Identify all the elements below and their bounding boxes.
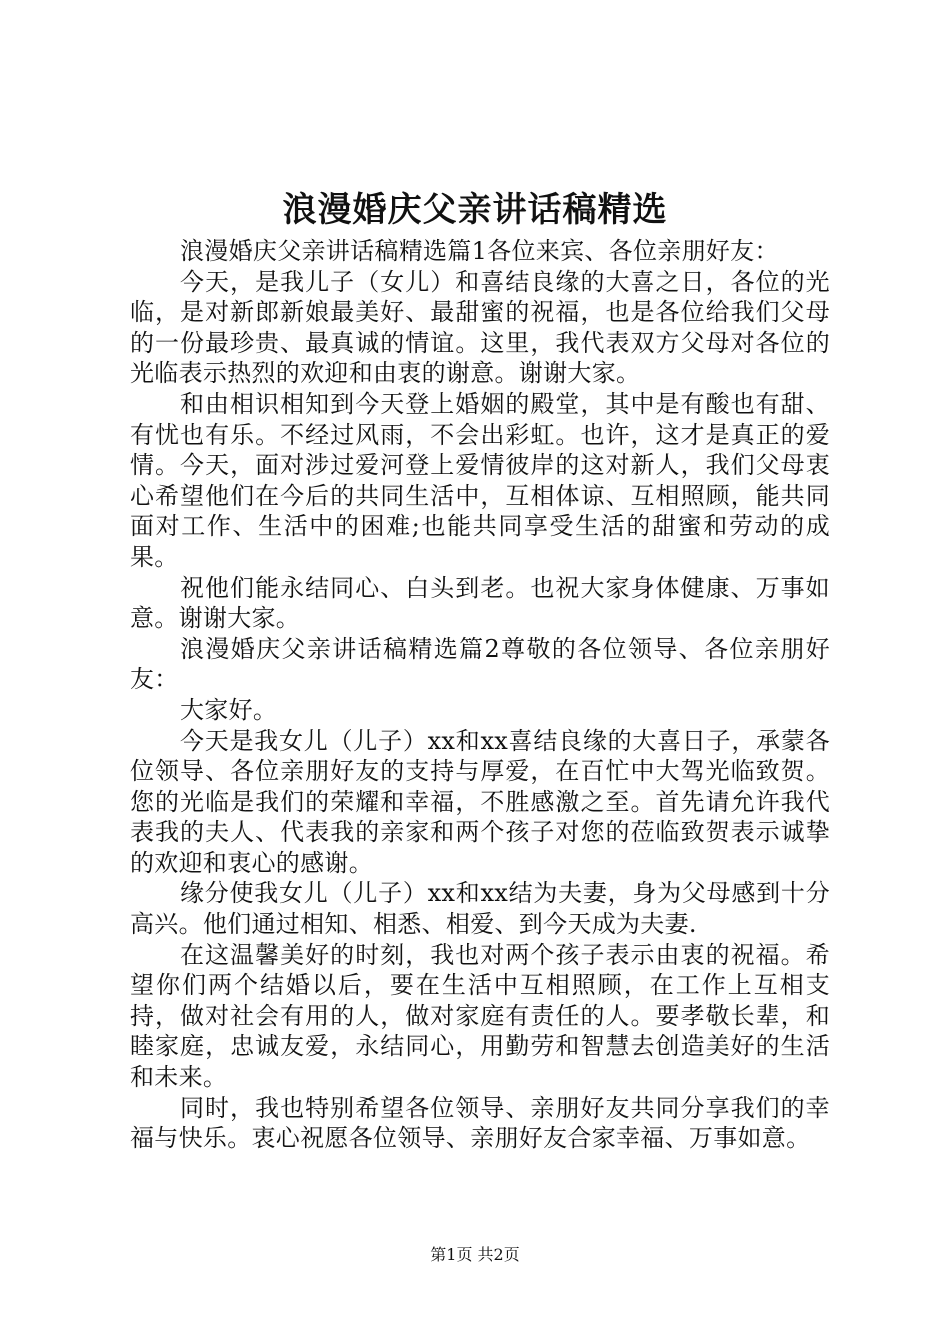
paragraph: 同时，我也特别希望各位领导、亲朋好友共同分享我们的幸福与快乐。衷心祝愿各位领导、亲朋好友合家幸福、万事如意。: [130, 1093, 830, 1153]
paragraph: 今天，是我儿子（女儿）和喜结良缘的大喜之日，各位的光临，是对新郎新娘最美好、最甜蜜的祝福，也是各位给我们父母的一份最珍贵、最真诚的情谊。这里，我代表双方父母对各位的光临表示热烈的欢迎和由衷的谢意。谢谢大家。: [130, 267, 830, 388]
paragraph: 在这温馨美好的时刻，我也对两个孩子表示由衷的祝福。希望你们两个结婚以后，要在生活中互相照顾，在工作上互相支持，做对社会有用的人，做对家庭有责任的人。要孝敬长辈，和睦家庭，忠诚友爱，永结同心，用勤劳和智慧去创造美好的生活和未来。: [130, 940, 830, 1092]
paragraph: 祝他们能永结同心、白头到老。也祝大家身体健康、万事如意。谢谢大家。: [130, 573, 830, 633]
paragraph: 浪漫婚庆父亲讲话稿精选篇1各位来宾、各位亲朋好友：: [180, 237, 779, 265]
paragraph: 浪漫婚庆父亲讲话稿精选篇2尊敬的各位领导、各位亲朋好友：: [130, 634, 830, 694]
paragraph: 大家好。: [180, 695, 278, 724]
paragraph: 缘分使我女儿（儿子）xx和xx结为夫妻，身为父母感到十分高兴。他们通过相知、相悉、相爱、到今天成为夫妻.: [130, 879, 830, 939]
paragraph: 和由相识相知到今天登上婚姻的殿堂，其中是有酸也有甜、有忧也有乐。不经过风雨，不会出彩虹。也许，这才是真正的爱情。今天，面对涉过爱河登上爱情彼岸的这对新人，我们父母衷心希望他们在今后的共同生活中，互相体谅、互相照顾，能共同面对工作、生活中的困难;也能共同享受生活的甜蜜和劳动的成果。: [130, 389, 830, 571]
page-indicator: 第1页 共2页: [430, 1245, 520, 1264]
document-body: [130, 236, 830, 1154]
document-title: 浪漫婚庆父亲讲话稿精选: [282, 190, 668, 230]
paragraph: 今天是我女儿（儿子）xx和xx喜结良缘的大喜日子，承蒙各位领导、各位亲朋好友的支持与厚爱，在百忙中大驾光临致贺。您的光临是我们的荣耀和幸福，不胜感激之至。首先请允许我代表我的夫人、代表我的亲家和两个孩子对您的莅临致贺表示诚挚的欢迎和衷心的感谢。: [130, 726, 830, 877]
